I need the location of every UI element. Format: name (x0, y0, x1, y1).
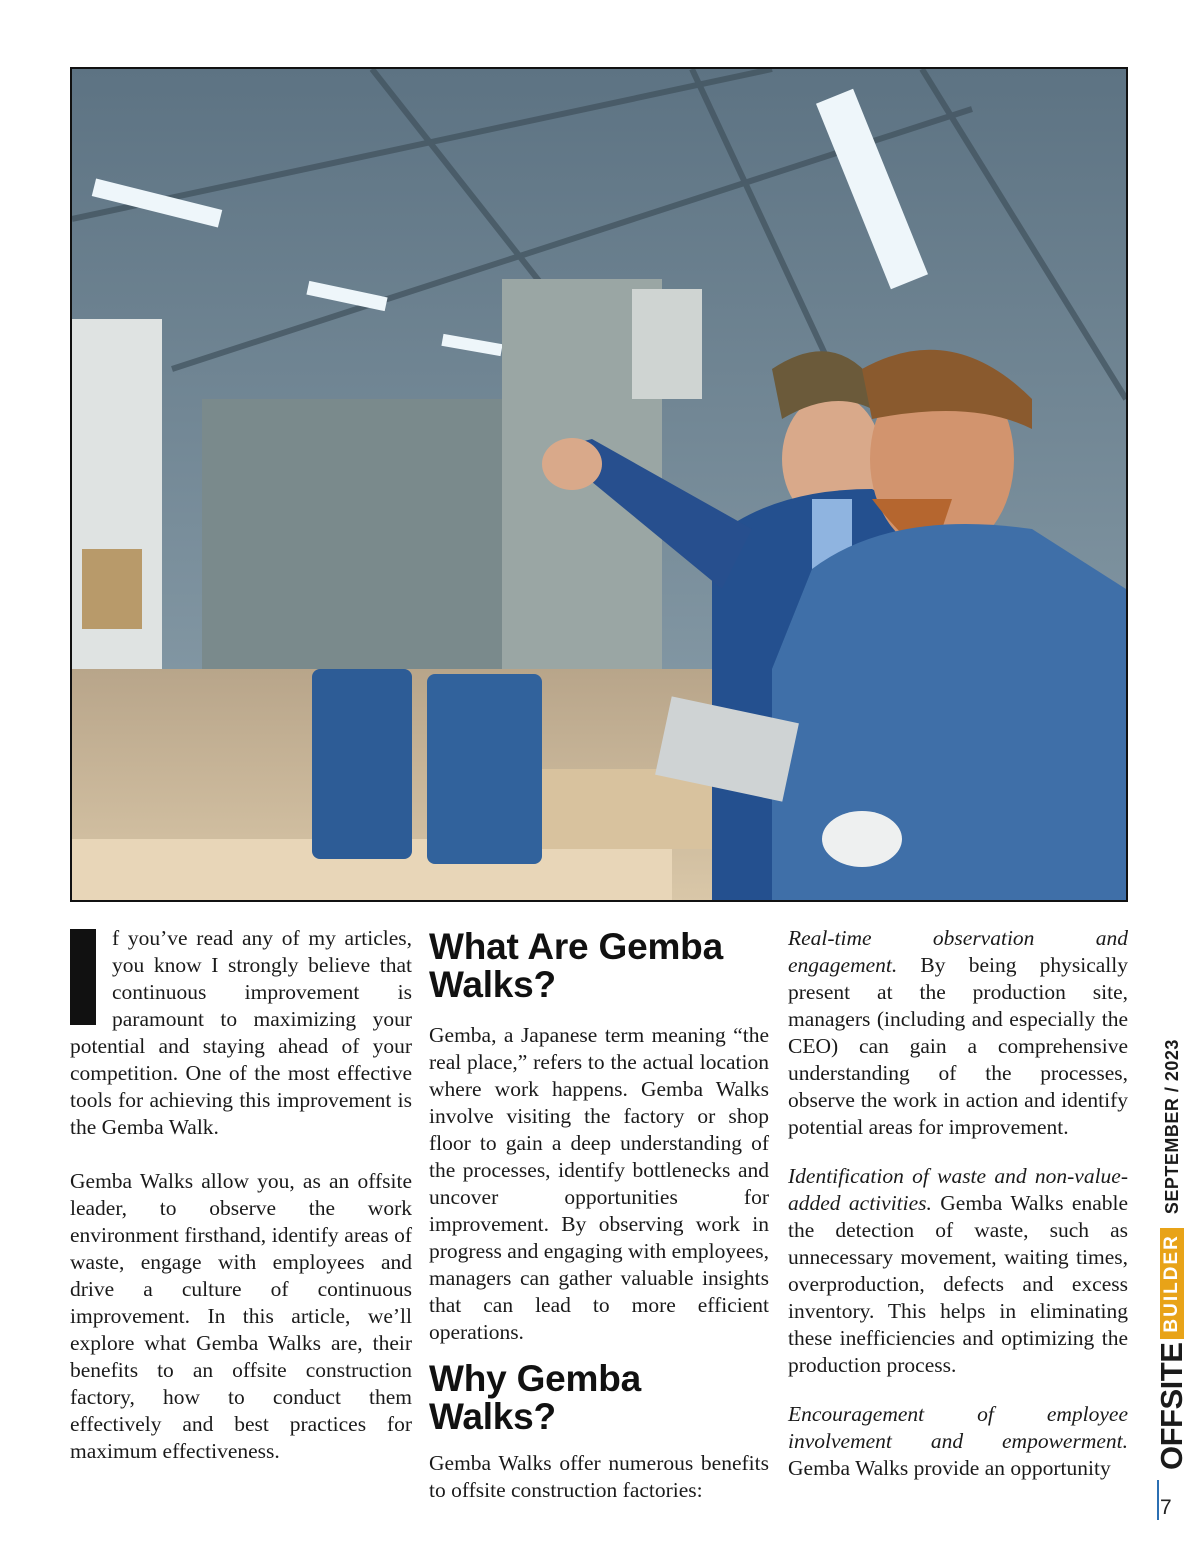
intro-paragraph (70, 925, 412, 1141)
benefit-text: Gemba Walks provide an opportunity (788, 1456, 1111, 1480)
benefit-lead: Identification of waste and non-value-added activities. (788, 1164, 1128, 1215)
benefit-item (788, 1401, 1128, 1482)
sidebar-text (1152, 1039, 1192, 1470)
body-paragraph-2: Gemba Walks allow you, as an offsite leader, to observe the work environment firsthand, identify areas of waste, engage with employees and drive a culture of continuous improvement. In this article, we’ll explore what Gemba Walks are, their benefits to an offsite construction factory, how to conduct them effectively and best practices for maximum effectiveness. (70, 1169, 412, 1463)
benefit-item (788, 1163, 1128, 1379)
benefit-lead: Encouragement of employee involvement and empowerment. (788, 1402, 1128, 1453)
benefit-item (788, 925, 1128, 1141)
issue-date: SEPTEMBER / 2023 (1161, 1039, 1182, 1215)
benefit-text: By being physically present at the production site, managers (including and especially the CEO) can gain a comprehensive understanding of the processes, observe the work in action and identify potential areas for improvement. (788, 953, 1128, 1139)
benefit-lead: Real-time observation and engagement. (788, 926, 1128, 977)
section-heading-why: Why Gemba Walks? (429, 1358, 642, 1437)
magazine-subname: BUILDER (1160, 1228, 1184, 1338)
body-paragraph-3: Gemba, a Japanese term meaning “the real place,” refers to the actual location where work happens. Gemba Walks involve visiting the factory or shop floor to gain a deep understanding of the processes, identify bottlenecks and uncover opportunities for improvement. By observing work in progress and engaging with employees, managers can gather valuable insights that can lead to more efficient operations. (429, 1023, 769, 1344)
sidebar-rule (1157, 1480, 1159, 1520)
factory-photo (70, 67, 1128, 902)
magazine-sidebar (1150, 1039, 1190, 1470)
factory-photo-illustration (72, 69, 1126, 900)
page-number: 7 (1160, 1496, 1172, 1519)
magazine-name: OFFSITE (1154, 1342, 1189, 1470)
intro-text: f you’ve read any of my articles, you know I strongly believe that continuous improvement is paramount to maximizing your potential and staying ahead of your competition. One of the most effective tools for achieving this improvement is the Gemba Walk. (70, 926, 412, 1139)
column-2 (429, 925, 769, 1504)
column-3 (788, 925, 1128, 1504)
body-paragraph-4: Gemba Walks offer numerous benefits to offsite construction factories: (429, 1451, 769, 1502)
paragraph-spacer (70, 1141, 412, 1168)
section-heading-what: What Are Gemba Walks? (429, 926, 723, 1005)
drop-cap (70, 929, 96, 1025)
column-1 (70, 925, 412, 1465)
benefit-text: Gemba Walks enable the detection of waste, such as unnecessary movement, waiting times, overproduction, defects and excess inventory. This helps in eliminating these inefficiencies and optimizing the production process. (788, 1191, 1128, 1377)
